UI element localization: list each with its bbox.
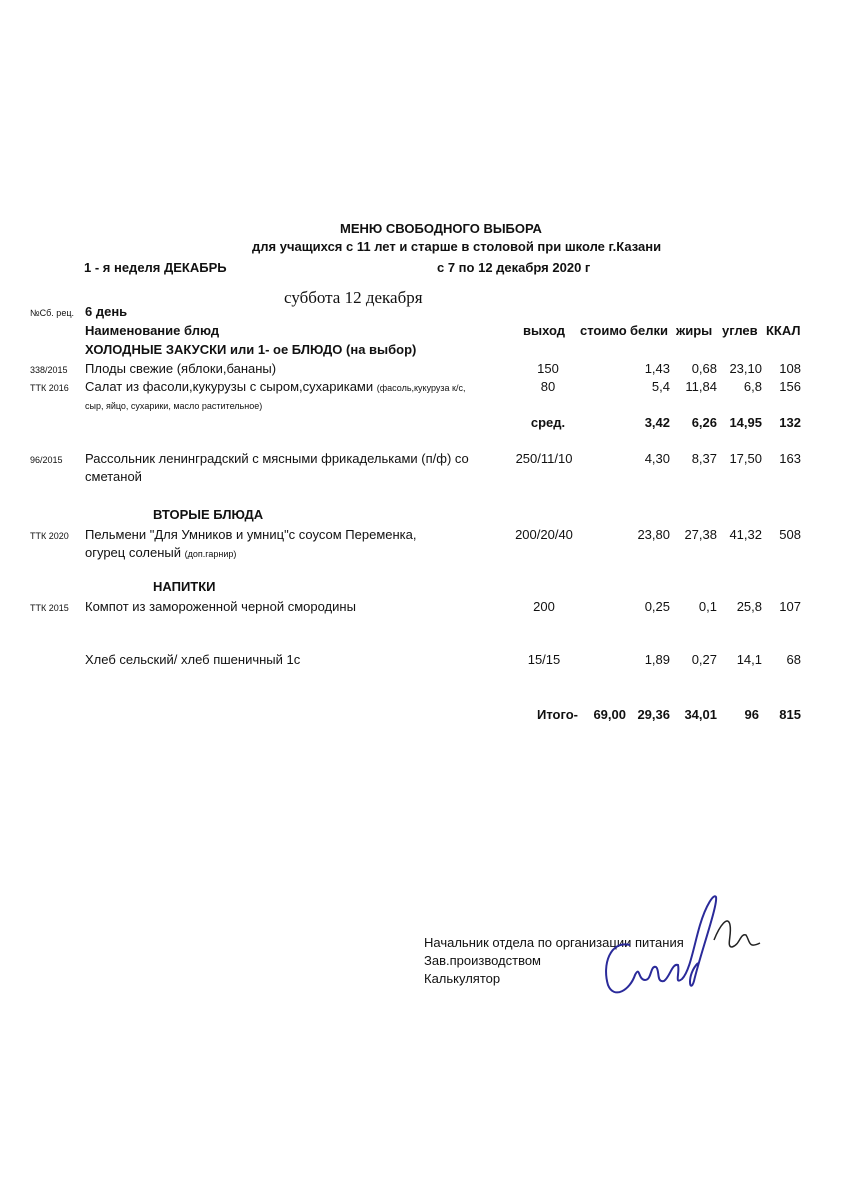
protein: 23,80 xyxy=(637,527,670,542)
average-label: сред. xyxy=(530,415,566,430)
carbs: 25,8 xyxy=(736,599,762,614)
total-cost: 69,00 xyxy=(593,707,626,722)
column-kcal: ККАЛ xyxy=(766,323,801,338)
kcal: 163 xyxy=(779,451,801,466)
kcal: 508 xyxy=(779,527,801,542)
protein: 1,43 xyxy=(644,361,670,376)
column-yield: выход xyxy=(523,323,566,338)
kcal: 156 xyxy=(779,379,801,394)
yield: 200 xyxy=(533,599,555,614)
total-label: Итого- xyxy=(537,707,578,722)
fat: 8,37 xyxy=(691,451,717,466)
fat: 34,01 xyxy=(684,707,717,722)
carbs: 14,95 xyxy=(729,415,762,430)
signature-line-head: Начальник отдела по организации питания xyxy=(424,935,684,950)
column-fat: жиры xyxy=(676,323,713,338)
protein: 4,30 xyxy=(644,451,670,466)
day-date: суббота 12 декабря xyxy=(284,288,423,307)
dish-name: Хлеб сельский/ хлеб пшеничный 1с xyxy=(85,652,301,667)
carbs: 17,50 xyxy=(729,451,762,466)
protein: 5,4 xyxy=(651,379,670,394)
carbs: 14,1 xyxy=(736,652,762,667)
dish-name: Компот из замороженной черной смородины xyxy=(85,599,356,614)
dish-name-line2: огурец соленый (доп.гарнир) xyxy=(85,545,237,560)
dish-name: Салат из фасоли,кукурузы с сыром,сухариками (фасоль,кукуруза к/с, xyxy=(85,379,466,394)
recipe-code: 338/2015 xyxy=(30,365,68,375)
column-protein: белки xyxy=(630,323,669,338)
carbs: 6,8 xyxy=(743,379,762,394)
column-name: Наименование блюд xyxy=(85,323,220,338)
week-label: 1 - я неделя ДЕКАБРЬ xyxy=(84,260,227,275)
period-label: с 7 по 12 декабря 2020 г xyxy=(437,260,591,275)
kcal: 815 xyxy=(779,707,801,722)
recipe-no-label: №Сб. рец. xyxy=(30,308,74,318)
dish-name: Рассольник ленинградский с мясными фрикадельками (п/ф) со xyxy=(85,451,469,466)
carbs: 96 xyxy=(744,707,759,722)
fat: 0,1 xyxy=(698,599,717,614)
fat: 0,27 xyxy=(691,652,717,667)
fat: 11,84 xyxy=(685,379,717,394)
recipe-code: ТТК 2020 xyxy=(30,531,69,541)
yield: 80 xyxy=(540,379,556,394)
protein: 1,89 xyxy=(644,652,670,667)
recipe-code: 96/2015 xyxy=(30,455,63,465)
dish-name: Плоды свежие (яблоки,бананы) xyxy=(85,361,277,376)
fat: 27,38 xyxy=(684,527,717,542)
section-drinks: НАПИТКИ xyxy=(153,579,216,594)
protein: 0,25 xyxy=(644,599,670,614)
recipe-code: ТТК 2016 xyxy=(30,383,69,393)
dish-name: Пельмени "Для Умников и умниц"с соусом Переменка, xyxy=(85,527,417,542)
fat: 0,68 xyxy=(691,361,717,376)
section-second: ВТОРЫЕ БЛЮДА xyxy=(153,507,264,522)
signature-line-production: Зав.производством xyxy=(424,953,541,968)
day-label: 6 день xyxy=(85,304,128,319)
kcal: 108 xyxy=(779,361,801,376)
document-subtitle: для учащихся с 11 лет и старше в столовой при школе г.Казани xyxy=(252,239,662,254)
dish-note: (фасоль,кукуруза к/с, xyxy=(376,383,466,393)
fat: 6,26 xyxy=(691,415,717,430)
recipe-code: ТТК 2015 xyxy=(30,603,69,613)
dish-name-line2: сметаной xyxy=(85,469,142,484)
kcal: 107 xyxy=(779,599,801,614)
handwritten-signature xyxy=(590,885,780,1010)
signature-line-calculator: Калькулятор xyxy=(424,971,501,986)
document-title: МЕНЮ СВОБОДНОГО ВЫБОРА xyxy=(340,221,542,236)
column-cost: стоимо xyxy=(580,323,627,338)
yield: 150 xyxy=(537,361,559,376)
section-cold: ХОЛОДНЫЕ ЗАКУСКИ или 1- ое БЛЮДО (на выбор) xyxy=(85,342,417,357)
protein: 3,42 xyxy=(644,415,670,430)
carbs: 41,32 xyxy=(729,527,762,542)
dish-note: (доп.гарнир) xyxy=(184,549,237,559)
kcal: 132 xyxy=(779,415,801,430)
yield: 250/11/10 xyxy=(515,451,573,466)
dish-note-line2: сыр, яйцо, сухарики, масло растительное) xyxy=(85,401,263,411)
protein: 29,36 xyxy=(637,707,670,722)
yield: 200/20/40 xyxy=(515,527,573,542)
yield: 15/15 xyxy=(527,652,561,667)
carbs: 23,10 xyxy=(729,361,762,376)
column-carbs: углев xyxy=(722,323,758,338)
kcal: 68 xyxy=(786,652,801,667)
